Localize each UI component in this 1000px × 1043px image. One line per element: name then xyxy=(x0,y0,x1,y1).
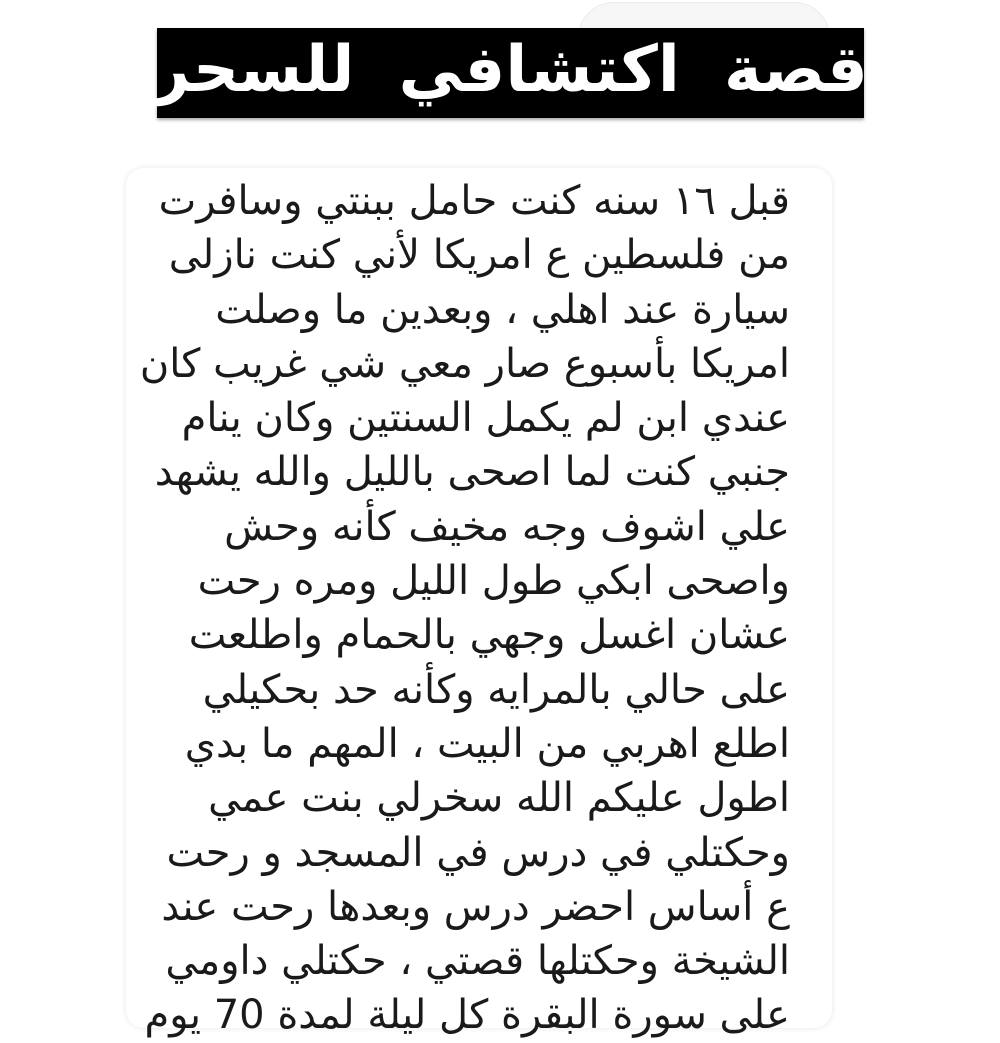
story-line: اطول عليكم الله سخرلي بنت عمي xyxy=(208,775,790,822)
story-line: ع أساس احضر درس وبعدها رحت عند xyxy=(161,883,790,930)
story-line: سيارة عند اهلي ، وبعدين ما وصلت xyxy=(215,286,790,333)
title-banner xyxy=(153,28,868,118)
story-line: الشيخة وحكتلها قصتي ، حكتلي داومي xyxy=(165,938,790,985)
story-line: قبل ١٦ سنه كنت حامل ببنتي وسافرت xyxy=(158,178,790,224)
story-line: جنبي كنت لما اصحى بالليل والله يشهد xyxy=(154,449,790,496)
story-line: وحكتلي في درس في المسجد و رحت xyxy=(166,829,790,876)
story-line: علي اشوف وجه مخيف كأنه وحش xyxy=(224,503,790,550)
story-line: على حالي بالمرايه وكأنه حد بحكيلي xyxy=(202,666,790,713)
story-line: اطلع اهربي من البيت ، المهم ما بدي xyxy=(184,720,790,767)
story-text xyxy=(139,174,790,1043)
story-line: عندي ابن لم يكمل السنتين وكان ينام xyxy=(181,395,790,442)
story-title: قصة اكتشافي للسحر xyxy=(153,33,868,107)
story-line: واصحى ابكي طول الليل ومره رحت xyxy=(197,558,790,605)
story-line: من فلسطين ع امريكا لأني كنت نازلى xyxy=(168,232,790,279)
story-line: امريكا بأسبوع صار معي شي غريب كان xyxy=(139,340,790,387)
story-line: على سورة البقرة كل ليلة لمدة 70 يوم xyxy=(144,992,790,1039)
story-line: عشان اغسل وجهي بالحمام واطلعت xyxy=(188,612,790,659)
